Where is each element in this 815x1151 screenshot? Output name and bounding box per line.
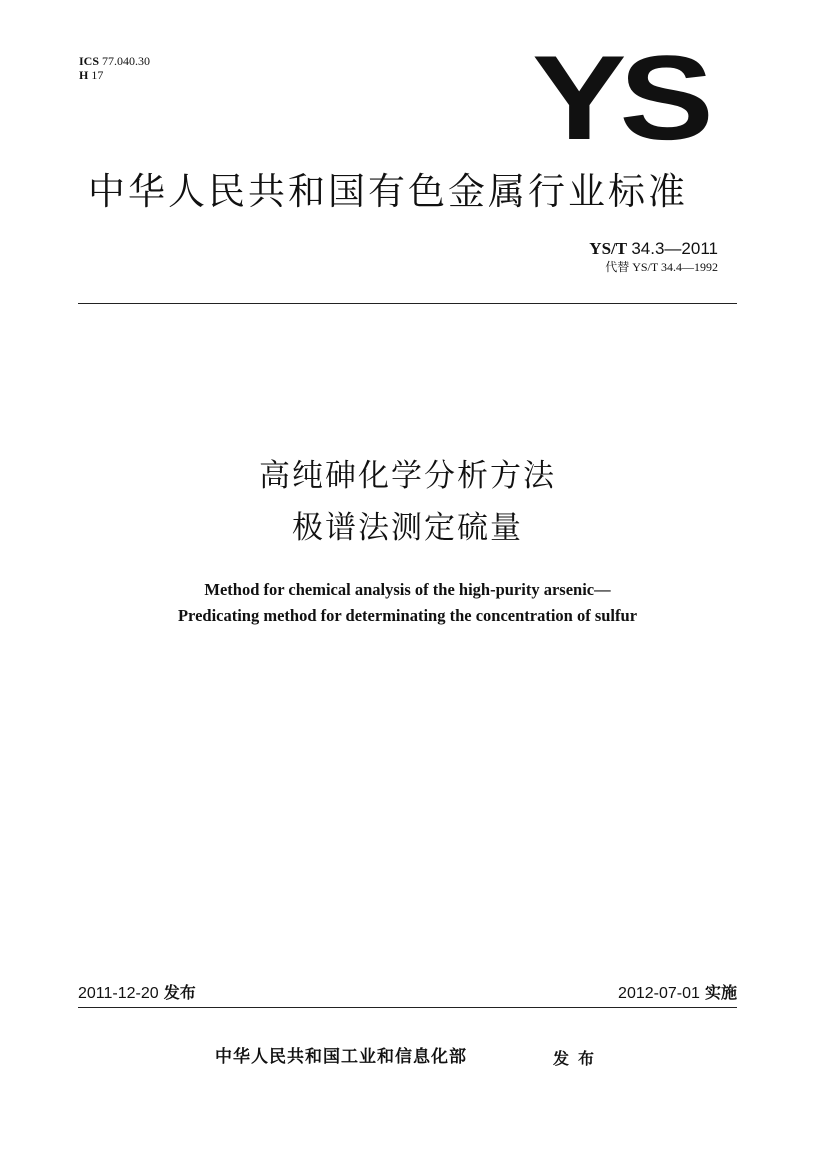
- standard-code-prefix: YS/T: [589, 239, 628, 258]
- bottom-divider: [78, 1007, 737, 1008]
- implementation-date-value: 2012-07-01: [618, 985, 700, 1002]
- issue-date-label: 发布: [163, 983, 196, 1002]
- publish-label: 发布: [553, 1049, 604, 1068]
- classification-block: [79, 54, 150, 82]
- implementation-date: [520, 983, 737, 1004]
- replaces-standard: 代替 YS/T 34.4—1992: [605, 260, 718, 274]
- org-title: 中华人民共和国有色金属行业标准: [88, 170, 688, 213]
- implementation-date-label: 实施: [704, 983, 737, 1002]
- chinese-title-line-1: 高纯砷化学分析方法: [259, 458, 556, 494]
- publisher-name: 中华人民共和国工业和信息化部: [215, 1047, 467, 1067]
- ccs-line: [79, 68, 150, 82]
- ics-code: 77.040.30: [102, 54, 151, 68]
- standard-number: [500, 240, 718, 258]
- ccs-label: H: [79, 68, 89, 82]
- ics-line: [79, 54, 150, 68]
- standard-code-number: 34.3—2011: [631, 239, 718, 258]
- english-title-line-2: Predicating method for determinating the concentration of sulfur: [177, 606, 638, 625]
- chinese-title-line-2: 极谱法测定硫量: [292, 510, 523, 546]
- ics-label: ICS: [79, 54, 100, 68]
- ys-logo: YS: [532, 31, 707, 165]
- issue-date-value: 2011-12-20: [78, 985, 159, 1002]
- issue-date: [78, 983, 196, 1004]
- ccs-code: 17: [91, 68, 104, 82]
- top-divider: [78, 303, 737, 304]
- english-title-line-1: Method for chemical analysis of the high-purity arsenic—: [204, 580, 611, 599]
